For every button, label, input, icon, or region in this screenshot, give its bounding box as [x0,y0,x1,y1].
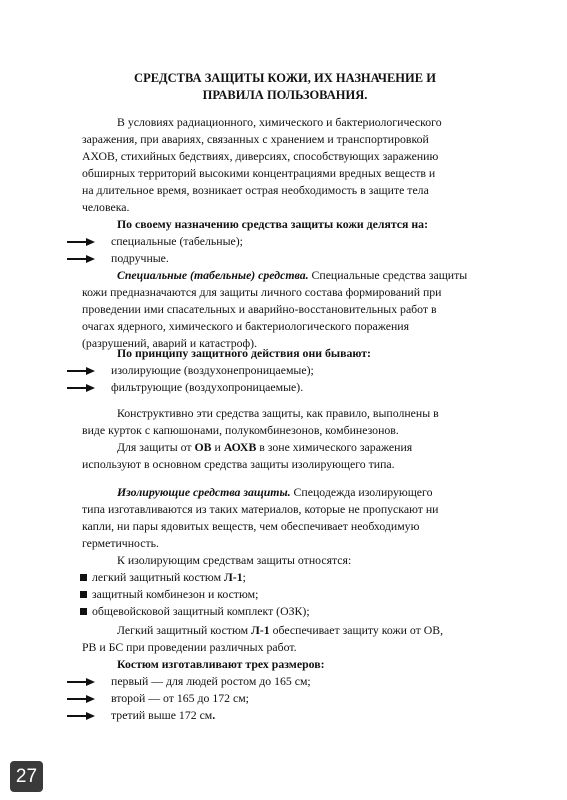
text-line: очагах ядерного, химического и бактериологического поражения [82,319,410,333]
list-item [82,569,498,586]
arrow-right-icon [67,238,96,246]
text-line: кожи предназначаются для защиты личного состава формирований при [82,285,442,299]
list-item-text: первый — для людей ростом до 165 см; [111,674,311,688]
text-line: капли, ни пары ядовитых веществ, чем обеспечивает необходимую [82,519,420,533]
list-item-bold: . [212,708,216,722]
list-item [82,379,498,396]
arrow-right-icon [67,712,96,720]
list-item [82,690,498,707]
list-item [82,233,498,250]
purpose-heading: По своему назначению средства защиты кожи делятся на: [117,217,428,231]
square-bullet-icon [80,574,87,581]
list-item-text: специальные (табельные); [111,234,243,248]
arrow-right-icon [67,678,96,686]
text-line: обширных территорий высокими концентрациями вредных веществ и [82,166,436,180]
text-line: виде курток с капюшонами, полукомбинезонов, комбинезонов. [82,423,399,437]
text-line: РВ и БС при проведении различных работ. [82,640,297,654]
text-fragment: обеспечивает защиту кожи от ОВ, [269,623,444,637]
list-item [82,707,498,724]
construct-paragraph [82,405,498,473]
list-item-bold: Л-1 [224,570,243,584]
list-item-text: второй — от 165 до 172 см; [111,691,249,705]
title-line: СРЕДСТВА ЗАЩИТЫ КОЖИ, ИХ НАЗНАЧЕНИЕ И [134,71,436,85]
special-term: Специальные (табельные) средства. [117,268,309,282]
special-paragraph [82,267,498,352]
text-line: на длительное время, возникает острая необходимость в защите тела [82,183,429,197]
text-line: Конструктивно эти средства защиты, как правило, выполнены в [117,406,439,420]
text-line: типа изготавливаются из таких материалов, которые не пропускают ни [82,502,439,516]
list-item-text: изолирующие (воздухонепроницаемые); [111,363,314,377]
isolating-list-heading: К изолирующим средствам защиты относятся: [117,553,352,567]
text-line: человека. [82,200,130,214]
text-fragment: Легкий защитный костюм [117,623,252,637]
text-line: АХОВ, стихийных бедствиях, диверсиях, способствующих заражению [82,149,439,163]
isolating-paragraph [82,484,498,620]
page-title [60,70,510,104]
term-l1: Л-1 [251,623,270,637]
list-item [82,603,498,620]
term-ov: ОВ [194,440,212,454]
list-item-text: ; [242,570,246,584]
list-item-text: легкий защитный костюм [92,570,225,584]
text-line: заражения, при авариях, связанных с хранением и транспортировкой [82,132,429,146]
text-line: В условиях радиационного, химического и бактериологического [117,115,442,129]
text-line: (разрушений, аварий и катастроф). [82,336,258,350]
text-fragment: Спецодежда изолирующего [290,485,433,499]
square-bullet-icon [80,591,87,598]
list-item-text: общевойсковой защитный комплект (ОЗК); [92,604,310,618]
text-line: используют в основном средства защиты изолирующего типа. [82,457,395,471]
principle-heading: По принципу защитного действия они бывают: [117,346,371,360]
list-item-text: третий выше 172 см [111,708,213,722]
arrow-right-icon [67,384,96,392]
page-number-badge: 27 [10,761,43,792]
list-item [82,673,498,690]
l1-paragraph [82,622,498,724]
text-fragment: и [211,440,224,454]
isolating-term: Изолирующие средства защиты. [117,485,291,499]
list-item [82,586,498,603]
square-bullet-icon [80,608,87,615]
arrow-right-icon [67,367,96,375]
arrow-right-icon [67,695,96,703]
term-aohv: АОХВ [223,440,257,454]
arrow-right-icon [67,255,96,263]
text-line: проведении ими спасательных и аварийно-восстановительных работ в [82,302,437,316]
title-line: ПРАВИЛА ПОЛЬЗОВАНИЯ. [202,88,368,102]
sizes-heading: Костюм изготавливают трех размеров: [117,657,325,671]
list-item-text: подручные. [111,251,169,265]
list-item [82,250,498,267]
list-item-text: защитный комбинезон и костюм; [92,587,259,601]
principle-section [82,345,498,396]
intro-paragraph [82,114,498,216]
text-fragment: Специальные средства защиты [308,268,468,282]
list-item [82,362,498,379]
purpose-section [82,216,498,267]
text-fragment: Для защиты от [117,440,195,454]
list-item-text: фильтрующие (воздухопроницаемые). [111,380,304,394]
text-fragment: в зоне химического заражения [256,440,413,454]
text-line: герметичность. [82,536,159,550]
